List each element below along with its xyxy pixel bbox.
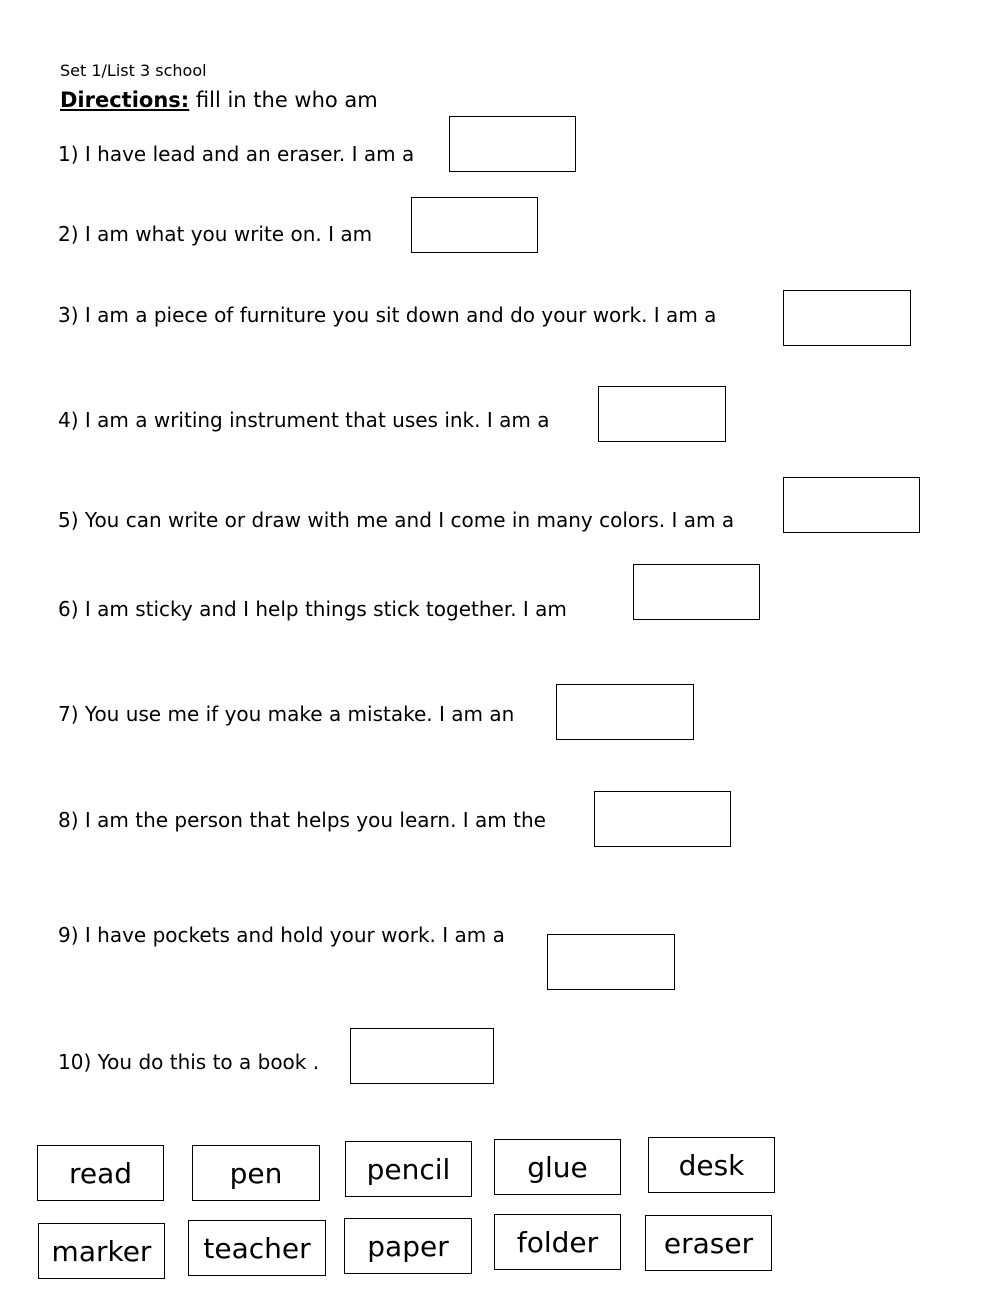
question-5-text: 5) You can write or draw with me and I come in many colors. I am a [58, 508, 735, 532]
directions-label: Directions: [60, 88, 190, 112]
question-7-text: 7) You use me if you make a mistake. I am an [58, 702, 515, 726]
answer-box-7[interactable] [556, 684, 694, 740]
question-2-text: 2) I am what you write on. I am [58, 222, 373, 246]
word-tile-glue[interactable]: glue [494, 1139, 621, 1195]
word-tile-marker[interactable]: marker [38, 1223, 165, 1279]
question-9-text: 9) I have pockets and hold your work. I am a [58, 923, 505, 947]
question-1-text: 1) I have lead and an eraser. I am a [58, 142, 415, 166]
question-10-text: 10) You do this to a book . [58, 1050, 320, 1074]
question-3-text: 3) I am a piece of furniture you sit down and do your work. I am a [58, 303, 717, 327]
answer-box-10[interactable] [350, 1028, 494, 1084]
directions [60, 88, 378, 112]
worksheet-title: Set 1/List 3 school [60, 61, 207, 80]
word-tile-desk[interactable]: desk [648, 1137, 775, 1193]
answer-box-5[interactable] [783, 477, 920, 533]
answer-box-2[interactable] [411, 197, 538, 253]
answer-box-9[interactable] [547, 934, 675, 990]
answer-box-1[interactable] [449, 116, 576, 172]
answer-box-8[interactable] [594, 791, 731, 847]
word-tile-folder[interactable]: folder [494, 1214, 621, 1270]
word-tile-pencil[interactable]: pencil [345, 1141, 472, 1197]
word-tile-eraser[interactable]: eraser [645, 1215, 772, 1271]
answer-box-4[interactable] [598, 386, 726, 442]
directions-text: fill in the who am [189, 88, 378, 112]
question-8-text: 8) I am the person that helps you learn. I am the [58, 808, 546, 832]
word-tile-read[interactable]: read [37, 1145, 164, 1201]
answer-box-6[interactable] [633, 564, 760, 620]
word-tile-teacher[interactable]: teacher [188, 1220, 326, 1276]
word-tile-paper[interactable]: paper [344, 1218, 472, 1274]
question-4-text: 4) I am a writing instrument that uses ink. I am a [58, 408, 550, 432]
answer-box-3[interactable] [783, 290, 911, 346]
question-6-text: 6) I am sticky and I help things stick together. I am [58, 597, 567, 621]
word-tile-pen[interactable]: pen [192, 1145, 320, 1201]
